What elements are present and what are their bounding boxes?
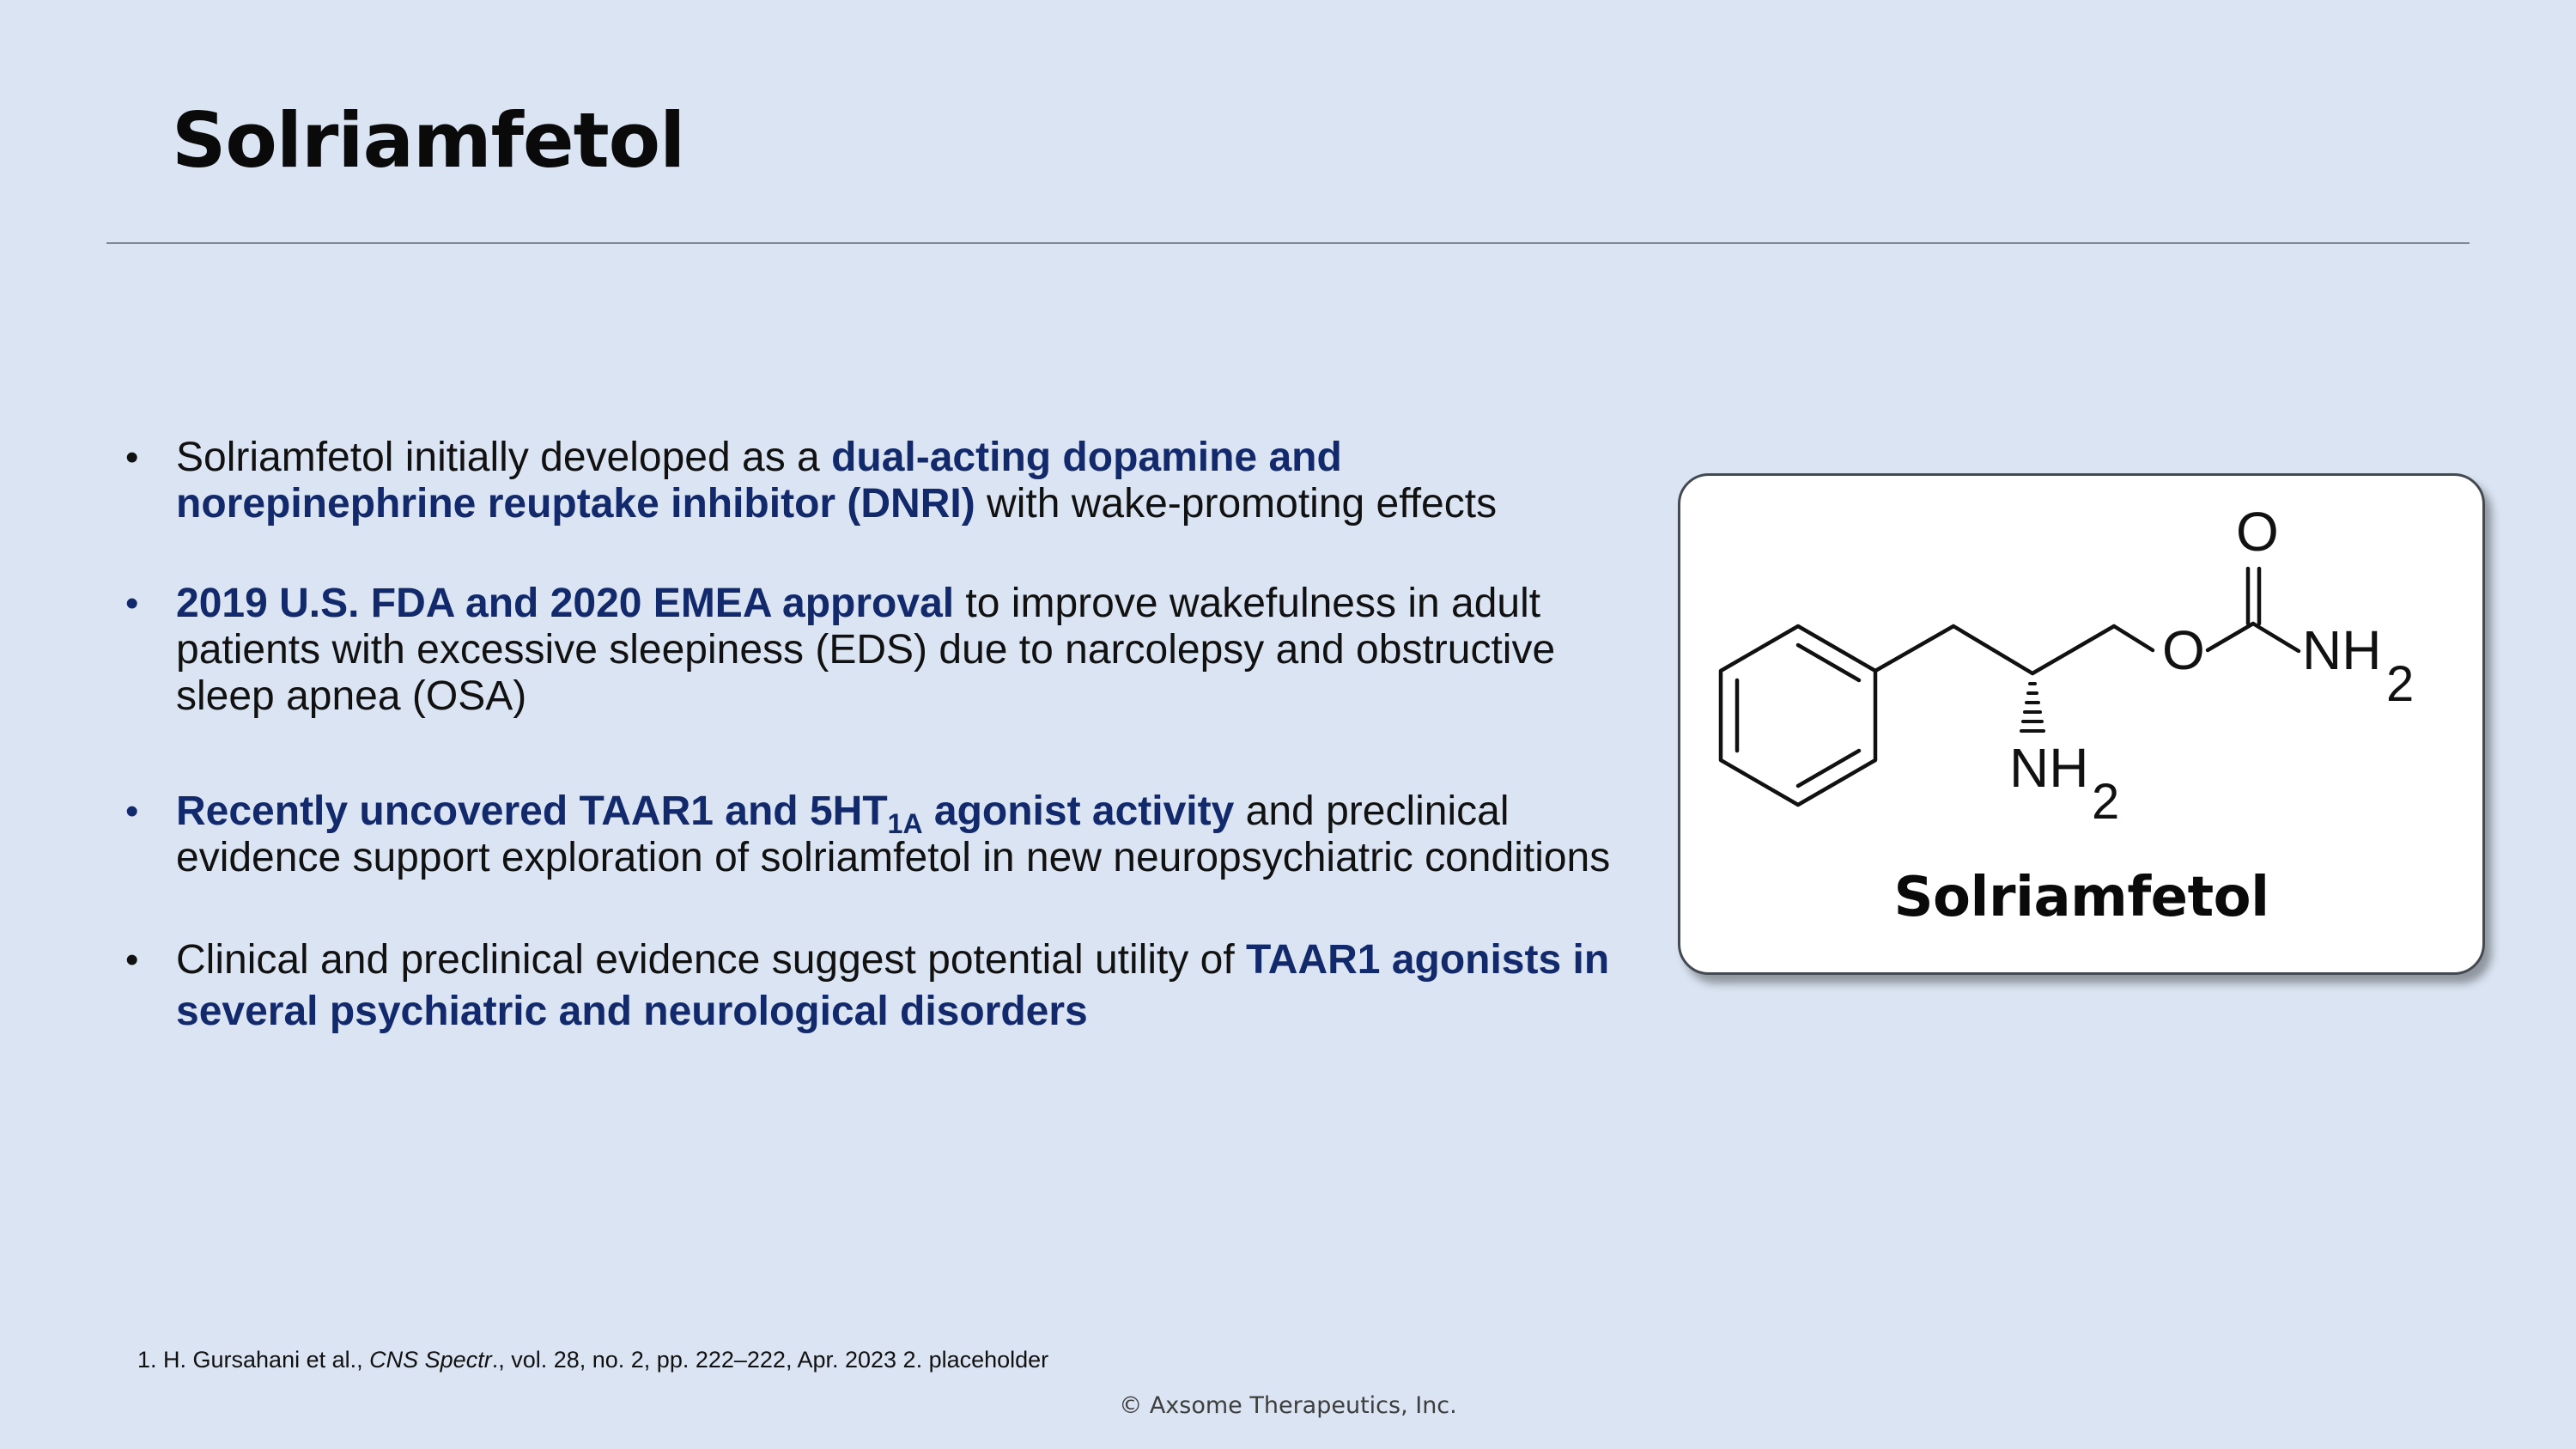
bullet-highlight	[176, 788, 1235, 839]
reference-journal: CNS Spectr	[369, 1347, 492, 1373]
bullet-highlight: 2019 U.S. FDA and 2020 EMEA approval	[176, 581, 955, 626]
aromatic-bond	[1798, 645, 1859, 680]
atom-label-subscript: 2	[2386, 656, 2415, 712]
chemical-structure-card	[1678, 473, 2485, 975]
atom-label-amide: NH	[2302, 619, 2382, 681]
subscript: 1A	[887, 808, 923, 839]
bond	[2208, 624, 2253, 650]
bullet-text: and preclinical evidence support exploration of solriamfetol in new neuropsychiatric conditions	[176, 788, 1611, 880]
bullet-item	[125, 435, 1619, 527]
benzene-ring	[1721, 626, 1875, 805]
bond	[2253, 624, 2299, 651]
footnote-reference	[137, 1347, 1048, 1373]
bond	[2114, 626, 2153, 650]
atom-label-oxygen: O	[2236, 501, 2279, 563]
bond	[1875, 626, 1953, 671]
reference-authors: 1. H. Gursahani et al.,	[137, 1347, 370, 1373]
structure-name: Solriamfetol	[1893, 866, 2269, 929]
bullet-text: Solriamfetol initially developed as a	[176, 435, 832, 480]
bullet-item	[125, 788, 1619, 881]
bullet-text: Clinical and preclinical evidence suggest potential utility of	[176, 937, 1247, 983]
hashed-wedge	[2021, 684, 2044, 731]
atom-label-subscript: 2	[2092, 774, 2120, 830]
copyright-notice: © Axsome Therapeutics, Inc.	[1119, 1392, 1457, 1419]
title-divider	[106, 242, 2470, 244]
aromatic-bond	[1798, 751, 1859, 786]
bullet-item	[125, 935, 1619, 1038]
bullet-list	[125, 435, 1619, 1038]
bullet-text: to improve wakefulness in adult patients with excessive sleepiness (EDS) due to narcolepsy and obstructive sleep apnea (OSA)	[176, 581, 1556, 719]
bullet-highlight-text: Recently uncovered TAAR1 and 5HT	[176, 788, 888, 834]
bullet-highlight-text: agonist activity	[922, 788, 1235, 834]
reference-details: ., vol. 28, no. 2, pp. 222–222, Apr. 2023 2. placeholder	[491, 1347, 1049, 1373]
bullet-item	[125, 581, 1619, 720]
bullet-highlight: dual-acting dopamine and norepinephrine reuptake inhibitor (DNRI)	[176, 435, 1342, 527]
bullet-highlight: TAAR1 agonists in several psychiatric and neurological disorders	[176, 937, 1610, 1034]
bullet-text: with wake-promoting effects	[975, 481, 1498, 527]
atom-label-oxygen: O	[2162, 619, 2205, 681]
slide-title: Solriamfetol	[172, 96, 685, 185]
atom-label-amine: NH	[2009, 737, 2089, 799]
bond	[2032, 626, 2114, 673]
bond	[1953, 626, 2032, 673]
